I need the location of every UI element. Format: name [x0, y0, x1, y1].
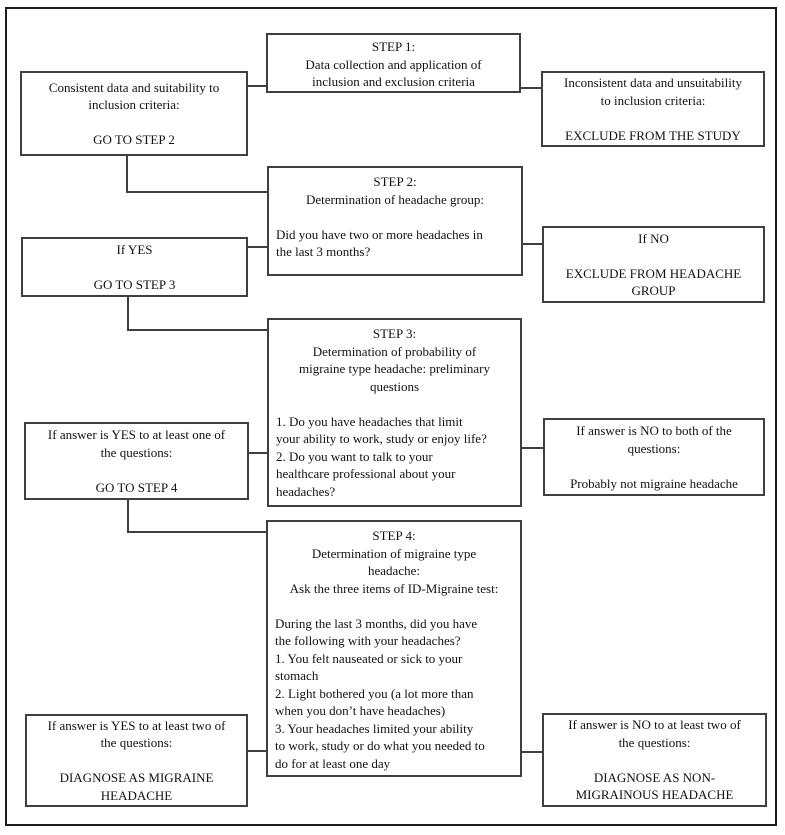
- text-line: [31, 752, 242, 770]
- text-line: 3. Your headaches limited your ability: [275, 720, 474, 736]
- step2-body: [276, 208, 514, 261]
- text-line: [549, 457, 759, 475]
- connector-left2-down: [127, 297, 129, 331]
- text-line: headaches?: [276, 483, 336, 499]
- text-line: [26, 114, 242, 132]
- connector-step1-right1: [521, 87, 541, 89]
- connector-left3-down: [127, 500, 129, 533]
- box-outcome-probably-not-migraine: [543, 418, 765, 496]
- text-line: do for at least one day: [275, 755, 391, 771]
- text-line: STEP 2:: [373, 174, 417, 189]
- text-line: If NO: [638, 230, 669, 246]
- text-line: Data collection and application of: [305, 56, 482, 72]
- text-line: STEP 3:: [372, 326, 417, 341]
- text-line: GO TO STEP 4: [95, 479, 178, 495]
- text-line: DIAGNOSE AS MIGRAINE: [59, 770, 214, 786]
- text-line: [276, 395, 513, 413]
- text-line: MIGRAINOUS HEADACHE: [575, 787, 734, 803]
- text-line: when you don’t have headaches): [275, 703, 446, 718]
- text-line: [30, 461, 243, 479]
- text-line: If answer is YES to at least one of: [47, 427, 226, 442]
- step4-body: [275, 597, 513, 772]
- text-line: [548, 751, 761, 769]
- box-outcome-if-yes-step3: [21, 237, 248, 297]
- text-line: Ask the three items of ID-Migraine test:: [289, 580, 499, 596]
- text-line: [276, 208, 514, 226]
- text-line: GO TO STEP 3: [93, 276, 176, 292]
- text-line: 1. Do you have headaches that limit: [276, 413, 463, 429]
- step3-header: [276, 325, 513, 395]
- text-line: the questions:: [618, 734, 691, 750]
- text-line: If answer is YES to at least two of: [47, 717, 226, 733]
- text-line: Did you have two or more headaches in: [276, 226, 483, 242]
- text-line: If answer is NO to at least two of: [568, 717, 741, 733]
- text-line: to work, study or do what you needed to: [275, 738, 485, 753]
- box-outcome-diagnose-non-migrainous: [542, 713, 767, 807]
- text-line: EXCLUDE FROM THE STUDY: [565, 127, 741, 143]
- connector-step4-right4: [522, 751, 542, 753]
- box-step2: [267, 166, 523, 276]
- text-line: healthcare professional about your: [276, 466, 456, 481]
- text-line: inclusion criteria:: [88, 97, 180, 112]
- connector-left1-step2: [126, 191, 267, 193]
- text-line: If YES: [116, 241, 153, 257]
- connector-left2-step2: [248, 246, 267, 248]
- text-line: 2. Light bothered you (a lot more than: [275, 685, 474, 701]
- connector-left1-step1: [248, 85, 266, 87]
- text-line: 2. Do you want to talk to your: [276, 448, 433, 464]
- text-line: If answer is NO to both of the: [576, 423, 732, 438]
- step3-body: [276, 395, 513, 500]
- box-outcome-inconsistent-data: [541, 71, 765, 147]
- box-step3: [267, 318, 522, 507]
- text-line: the following with your headaches?: [275, 633, 461, 648]
- connector-left3-step3: [249, 452, 267, 454]
- text-line: Determination of headache group:: [306, 191, 484, 207]
- text-line: the questions:: [100, 444, 173, 460]
- box-outcome-yes-one-question: [24, 422, 249, 500]
- connector-left3-step4: [127, 531, 266, 533]
- text-line: Inconsistent data and unsuitability: [564, 75, 742, 90]
- box-step4: [266, 520, 522, 777]
- text-line: 1. You felt nauseated or sick to your: [275, 650, 463, 666]
- connector-step3-right3: [522, 447, 543, 449]
- text-line: During the last 3 months, did you have: [275, 615, 478, 631]
- box-outcome-consistent-data: [20, 71, 248, 156]
- text-line: [548, 247, 759, 265]
- text-line: EXCLUDE FROM HEADACHE: [565, 265, 742, 281]
- text-line: HEADACHE: [100, 787, 173, 803]
- connector-left1-down: [126, 156, 128, 193]
- text-line: the last 3 months?: [276, 244, 371, 259]
- box-step1: [266, 33, 521, 93]
- text-line: to inclusion criteria:: [600, 92, 706, 108]
- text-line: questions:: [627, 440, 681, 456]
- connector-step2-right2: [523, 243, 542, 245]
- text-line: your ability to work, study or enjoy life?: [276, 431, 487, 446]
- connector-left4-step4: [248, 750, 266, 752]
- text-line: migraine type headache: preliminary: [299, 361, 490, 376]
- text-line: Consistent data and suitability to: [48, 79, 220, 95]
- text-line: Determination of probability of: [312, 343, 477, 359]
- box-outcome-diagnose-migraine: [25, 714, 248, 807]
- step1-header: [275, 38, 512, 91]
- connector-left2-step3: [127, 329, 267, 331]
- text-line: [275, 597, 513, 615]
- text-line: [27, 258, 242, 276]
- text-line: Determination of migraine type: [311, 545, 477, 561]
- text-line: inclusion and exclusion criteria: [312, 74, 475, 89]
- text-line: stomach: [275, 668, 319, 683]
- box-outcome-if-no-exclude: [542, 226, 765, 303]
- text-line: STEP 4:: [372, 528, 416, 543]
- step4-header: [275, 527, 513, 597]
- text-line: Probably not migraine headache: [570, 475, 738, 491]
- text-line: headache:: [368, 563, 420, 578]
- text-line: GO TO STEP 2: [93, 132, 175, 147]
- text-line: [547, 109, 759, 127]
- text-line: STEP 1:: [371, 39, 416, 54]
- text-line: GROUP: [631, 283, 676, 298]
- text-line: the questions:: [100, 735, 173, 751]
- text-line: questions: [369, 378, 420, 394]
- text-line: DIAGNOSE AS NON-: [593, 769, 716, 785]
- step2-header: [276, 173, 514, 208]
